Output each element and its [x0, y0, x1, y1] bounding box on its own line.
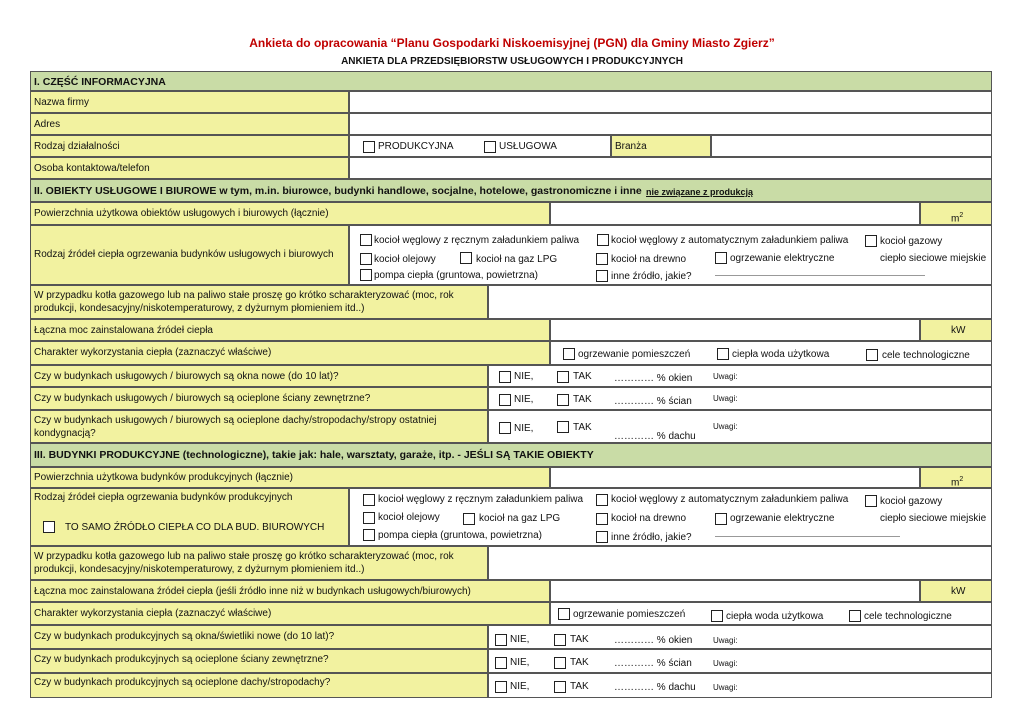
kw-unit: kW — [951, 325, 966, 336]
wood-boiler-label: kocioł na drewno — [611, 254, 687, 265]
label-cell — [30, 673, 488, 698]
industry-label: Branża — [615, 141, 647, 152]
windows-percent[interactable]: ………… % okien — [614, 373, 693, 384]
label-cell — [30, 341, 550, 365]
same-source-label: TO SAMO ŹRÓDŁO CIEPŁA CO DLA BUD. BIUROWYCH — [65, 522, 325, 533]
service-area-field[interactable] — [550, 202, 920, 225]
electric-heating-checkbox[interactable] — [715, 513, 727, 525]
coal-auto-checkbox[interactable] — [597, 234, 609, 246]
walls-yes-checkbox[interactable] — [557, 394, 569, 406]
production-area-label: Powierzchnia użytkowa budynków produkcyjnych (łącznie) — [34, 472, 294, 483]
production-heat-source-label: Rodzaj źródeł ciepła ogrzewania budynków produkcyjnych — [34, 492, 293, 503]
electric-heating-checkbox[interactable] — [715, 252, 727, 264]
label-cell — [30, 202, 550, 225]
no-label: NIE, — [510, 681, 530, 692]
oil-boiler-checkbox[interactable] — [363, 512, 375, 524]
roof-percent[interactable]: ………… % dachu — [614, 682, 696, 693]
contact-label: Osoba kontaktowa/telefon — [34, 163, 150, 174]
technology-label: cele technologiczne — [882, 350, 970, 361]
heat-source-label: Rodzaj źródeł ciepła ogrzewania budynków usługowych i biurowych — [34, 249, 334, 260]
company-name-label: Nazwa firmy — [34, 97, 90, 108]
technology-label: cele technologiczne — [864, 611, 952, 622]
company-name-field[interactable] — [349, 91, 992, 113]
contact-field[interactable] — [349, 157, 992, 179]
yes-label: TAK — [573, 422, 592, 433]
heat-pump-checkbox[interactable] — [363, 529, 375, 541]
wood-boiler-checkbox[interactable] — [596, 513, 608, 525]
other-source-checkbox[interactable] — [596, 531, 608, 543]
service-checkbox[interactable] — [484, 141, 496, 153]
walls-percent[interactable]: ………… % ścian — [614, 658, 692, 669]
oil-boiler-label: kocioł olejowy — [378, 512, 440, 523]
address-label: Adres — [34, 119, 61, 130]
heat-use-label: Charakter wykorzystania ciepła (zaznaczyć właściwe) — [34, 608, 272, 619]
unit-cell — [920, 580, 992, 602]
roof-answer — [488, 410, 992, 443]
label-cell — [30, 649, 488, 673]
roof-yes-checkbox[interactable] — [554, 681, 566, 693]
remarks-label: Uwagi: — [713, 636, 738, 645]
gas-boiler-label: kocioł gazowy — [880, 496, 943, 507]
service-area-label: Powierzchnia użytkowa obiektów usługowych i biurowych (łącznie) — [34, 208, 329, 219]
oil-boiler-checkbox[interactable] — [360, 253, 372, 265]
remarks-label: Uwagi: — [713, 683, 738, 692]
production-area-field[interactable] — [550, 467, 920, 488]
no-label: NIE, — [514, 423, 534, 434]
label-cell — [30, 135, 349, 157]
label-cell — [30, 580, 550, 602]
coal-auto-checkbox[interactable] — [596, 494, 608, 506]
windows-no-checkbox[interactable] — [499, 371, 511, 383]
other-source-line[interactable] — [715, 536, 900, 537]
yes-label: TAK — [570, 657, 589, 668]
heat-pump-checkbox[interactable] — [360, 269, 372, 281]
walls-question: Czy w budynkach usługowych / biurowych są ocieplone ściany zewnętrzne? — [34, 393, 371, 404]
production-roof-answer — [488, 673, 992, 698]
wood-boiler-checkbox[interactable] — [596, 253, 608, 265]
roof-question: Czy w budynkach usługowych / biurowych są ocieplone dachy/stropodachy/stropy ostatniej kondygnacją? — [34, 415, 437, 439]
m2-unit: $m^2$ — [951, 476, 964, 488]
no-label: NIE, — [514, 394, 534, 405]
m2-unit: $m^2$ — [951, 212, 964, 225]
production-label: PRODUKCYJNA — [378, 141, 454, 152]
label-cell — [30, 488, 349, 546]
electric-heating-label: ogrzewanie elektryczne — [730, 253, 835, 264]
total-power-label: Łączna moc zainstalowana źródeł ciepła — [34, 325, 213, 336]
coal-manual-checkbox[interactable] — [360, 234, 372, 246]
walls-yes-checkbox[interactable] — [554, 657, 566, 669]
gas-boiler-label: kocioł gazowy — [880, 236, 943, 247]
production-roof-question: Czy w budynkach produkcyjnych są ocieplone dachy/stropodachy? — [34, 677, 331, 688]
section-2-header — [30, 179, 992, 202]
activity-type-label: Rodzaj działalności — [34, 141, 120, 152]
roof-percent[interactable]: ………… % dachu — [614, 431, 696, 442]
label-cell — [30, 285, 488, 319]
gas-boiler-checkbox[interactable] — [865, 495, 877, 507]
district-heat-label: ciepło sieciowe miejskie — [880, 253, 987, 264]
label-cell — [30, 225, 349, 285]
heat-pump-label: pompa ciepła (gruntowa, powietrzna) — [374, 270, 538, 281]
label-cell — [30, 387, 488, 410]
form-subtitle: ANKIETA DLA PRZEDSIĘBIORSTW USŁUGOWYCH I PRODUKCYJNYCH — [341, 56, 683, 67]
boiler-description-label: W przypadku kotła gazowego lub na paliwo stałe proszę go krótko scharakteryzować (moc, rok produkcji, kondesacyjny/niskotemperaturowy, z dyżurnym płomieniem itd..) — [34, 290, 454, 314]
windows-yes-checkbox[interactable] — [554, 634, 566, 646]
service-label: USŁUGOWA — [499, 141, 557, 152]
lpg-boiler-checkbox[interactable] — [460, 252, 472, 264]
hot-water-label: ciepła woda użytkowa — [726, 611, 824, 622]
lpg-boiler-checkbox[interactable] — [463, 513, 475, 525]
yes-label: TAK — [573, 394, 592, 405]
windows-percent[interactable]: ………… % okien — [614, 635, 693, 646]
heat-pump-label: pompa ciepła (gruntowa, powietrzna) — [378, 530, 542, 541]
unit-cell — [920, 319, 992, 341]
other-source-line[interactable] — [715, 275, 925, 276]
section-3-title: III. BUDYNKI PRODUKCYJNE (technologiczne), takie jak: hale, warsztaty, garaże, itp. - JEŚLI SĄ TAKIE OBIEKTY — [34, 449, 594, 461]
no-label: NIE, — [510, 634, 530, 645]
total-power-field[interactable] — [550, 319, 920, 341]
heat-use-options — [550, 341, 992, 365]
district-heat-label: ciepło sieciowe miejskie — [880, 513, 987, 524]
label-cell — [30, 410, 488, 443]
hot-water-label: ciepła woda użytkowa — [732, 349, 830, 360]
address-field[interactable] — [349, 113, 992, 135]
boiler-description-field[interactable] — [488, 285, 992, 319]
production-windows-answer — [488, 625, 992, 649]
yes-label: TAK — [573, 371, 592, 382]
label-cell — [611, 135, 711, 157]
gas-boiler-checkbox[interactable] — [865, 235, 877, 247]
production-checkbox[interactable] — [363, 141, 375, 153]
unit-cell — [920, 467, 992, 488]
label-cell — [30, 91, 349, 113]
same-source-checkbox[interactable] — [43, 521, 55, 533]
yes-label: TAK — [570, 681, 589, 692]
electric-heating-label: ogrzewanie elektryczne — [730, 513, 835, 524]
production-walls-answer — [488, 649, 992, 673]
space-heating-label: ogrzewanie pomieszczeń — [573, 609, 686, 620]
label-cell — [30, 365, 488, 387]
space-heating-checkbox[interactable] — [563, 348, 575, 360]
walls-no-checkbox[interactable] — [495, 657, 507, 669]
walls-percent[interactable]: ………… % ścian — [614, 396, 692, 407]
windows-no-checkbox[interactable] — [495, 634, 507, 646]
coal-auto-label: kocioł węglowy z automatycznym załadunkiem paliwa — [611, 235, 849, 246]
remarks-label: Uwagi: — [713, 372, 738, 381]
roof-no-checkbox[interactable] — [495, 681, 507, 693]
label-cell — [30, 113, 349, 135]
windows-answer — [488, 365, 992, 387]
unit-cell — [920, 202, 992, 225]
production-windows-question: Czy w budynkach produkcyjnych są okna/świetliki nowe (do 10 lat)? — [34, 631, 335, 642]
remarks-label: Uwagi: — [713, 659, 738, 668]
space-heating-checkbox[interactable] — [558, 608, 570, 620]
section-2-title: II. OBIEKTY USŁUGOWE I BIUROWE w tym, m.in. biurowce, budynki handlowe, socjalne, hotelowe, gastronomiczne i inne — [34, 185, 642, 197]
wood-boiler-label: kocioł na drewno — [611, 513, 687, 524]
label-cell — [30, 157, 349, 179]
lpg-boiler-label: kocioł na gaz LPG — [476, 254, 558, 265]
technology-checkbox[interactable] — [866, 349, 878, 361]
label-cell — [30, 467, 550, 488]
technology-checkbox[interactable] — [849, 610, 861, 622]
heat-use-label: Charakter wykorzystania ciepła (zaznaczyć właściwe) — [34, 347, 272, 358]
activity-type-cell — [349, 135, 611, 157]
production-boiler-description-field[interactable] — [488, 546, 992, 580]
windows-question: Czy w budynkach usługowych / biurowych są okna nowe (do 10 lat)? — [34, 371, 339, 382]
space-heating-label: ogrzewanie pomieszczeń — [578, 349, 691, 360]
label-cell — [30, 546, 488, 580]
label-cell — [30, 602, 550, 625]
production-heat-source-options — [349, 488, 992, 546]
production-walls-question: Czy w budynkach produkcyjnych są ocieplone ściany zewnętrzne? — [34, 654, 329, 665]
remarks-label: Uwagi: — [713, 394, 738, 403]
production-power-field[interactable] — [550, 580, 920, 602]
coal-manual-label: kocioł węglowy z ręcznym załadunkiem paliwa — [374, 235, 580, 246]
yes-label: TAK — [570, 634, 589, 645]
lpg-boiler-label: kocioł na gaz LPG — [479, 513, 561, 524]
oil-boiler-label: kocioł olejowy — [374, 254, 436, 265]
walls-answer — [488, 387, 992, 410]
hot-water-checkbox[interactable] — [717, 348, 729, 360]
remarks-label: Uwagi: — [713, 422, 738, 431]
walls-no-checkbox[interactable] — [499, 394, 511, 406]
no-label: NIE, — [510, 657, 530, 668]
section-1-title: I. CZĘŚĆ INFORMACYJNA — [34, 76, 166, 88]
roof-no-checkbox[interactable] — [499, 422, 511, 434]
windows-yes-checkbox[interactable] — [557, 371, 569, 383]
production-power-label: Łączna moc zainstalowana źródeł ciepła (jeśli źródło inne niż w budynkach usługowych/biurowych) — [34, 586, 471, 597]
other-source-label: inne źródło, jakie? — [611, 271, 692, 282]
hot-water-checkbox[interactable] — [711, 610, 723, 622]
other-source-checkbox[interactable] — [596, 270, 608, 282]
roof-yes-checkbox[interactable] — [557, 421, 569, 433]
no-label: NIE, — [514, 371, 534, 382]
coal-manual-checkbox[interactable] — [363, 494, 375, 506]
heat-source-options — [349, 225, 992, 285]
form-title: Ankieta do opracowania “Planu Gospodarki Niskoemisyjnej (PGN) dla Gminy Miasto Zgierz” — [249, 36, 775, 50]
other-source-label: inne źródło, jakie? — [611, 532, 692, 543]
coal-manual-label: kocioł węglowy z ręcznym załadunkiem paliwa — [378, 494, 584, 505]
section-2-title-underlined: nie związane z produkcją — [646, 187, 754, 197]
section-1-header — [30, 71, 992, 91]
label-cell — [30, 319, 550, 341]
label-cell — [30, 625, 488, 649]
production-heat-use-options — [550, 602, 992, 625]
section-3-header — [30, 443, 992, 467]
industry-field[interactable] — [711, 135, 992, 157]
boiler-description-label: W przypadku kotła gazowego lub na paliwo stałe proszę go krótko scharakteryzować (moc, rok produkcji, kondesacyjny/niskotemperaturowy, z dyżurnym płomieniem itd..) — [34, 551, 454, 575]
coal-auto-label: kocioł węglowy z automatycznym załadunkiem paliwa — [611, 494, 849, 505]
kw-unit: kW — [951, 586, 966, 597]
